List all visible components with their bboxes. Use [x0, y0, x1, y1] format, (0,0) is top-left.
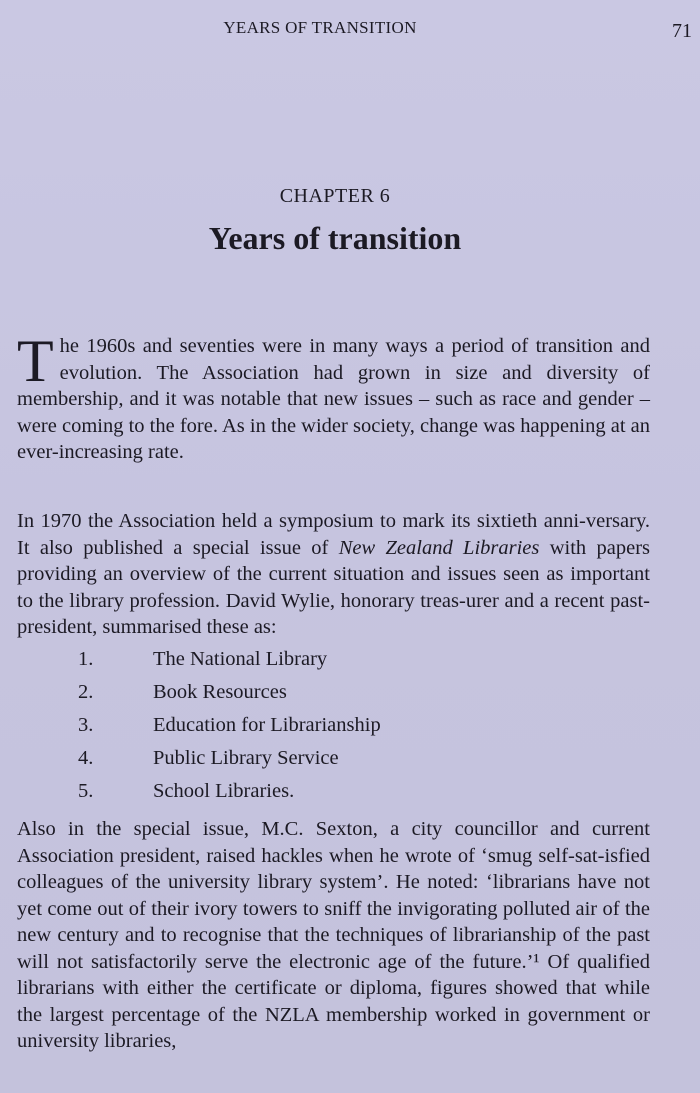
list-item-number: 5.	[78, 780, 94, 802]
paragraph-symposium-text-a: In 1970 the Association held a symposium to mark its sixtieth anni-versary. It also published a special issue of	[17, 510, 650, 559]
paragraph-intro	[17, 328, 650, 466]
journal-title: New Zealand Libraries	[338, 536, 540, 559]
page-number: 71	[672, 20, 692, 42]
list-item-label: School Libraries.	[153, 780, 295, 802]
list-item-label: Public Library Service	[153, 747, 339, 769]
paragraph-intro-text: he 1960s and seventies were in many ways a period of transition and evolution. The Association had grown in size and diversity of membership, and it was notable that new issues – such as race and gender – were coming to the fore. As in the wider society, change was happening at an ever-increasing rate.	[17, 335, 650, 463]
chapter-title: Years of transition	[208, 220, 462, 256]
list-item-label: Book Resources	[153, 681, 287, 703]
paragraph-symposium	[17, 508, 650, 641]
list-item-number: 3.	[78, 714, 94, 736]
paragraph-symposium-text-b: with papers providing an overview of the current situation and issues seen as important to the library profession. David Wylie, honorary treas-urer and a recent past-president, summarised these as:	[17, 536, 651, 638]
chapter-label: CHAPTER 6	[279, 185, 391, 207]
drop-cap: T	[17, 328, 54, 394]
list-item-number: 4.	[78, 747, 94, 769]
list-item-number: 2.	[78, 681, 94, 703]
list-item-label: The National Library	[153, 648, 328, 670]
running-head: YEARS OF TRANSITION	[223, 18, 417, 37]
list-item-number: 1.	[78, 648, 94, 670]
paragraph-sexton: Also in the special issue, M.C. Sexton, a city councillor and current Association president, raised hackles when he wrote of ‘smug self-sat-isfied colleagues of the university library system’. He noted: ‘librarians have not yet come out of their ivory towers to sniff the invigorating polluted air of the new century and to recognise that the techniques of librarianship of the past will not satisfactorily serve the electronic age of the future.’¹ Of qualified librarians with either the certificate or diploma, figures showed that while the largest percentage of the NZLA membership worked in government or university libraries,	[17, 818, 650, 1052]
list-item-label: Education for Librarianship	[153, 714, 381, 736]
